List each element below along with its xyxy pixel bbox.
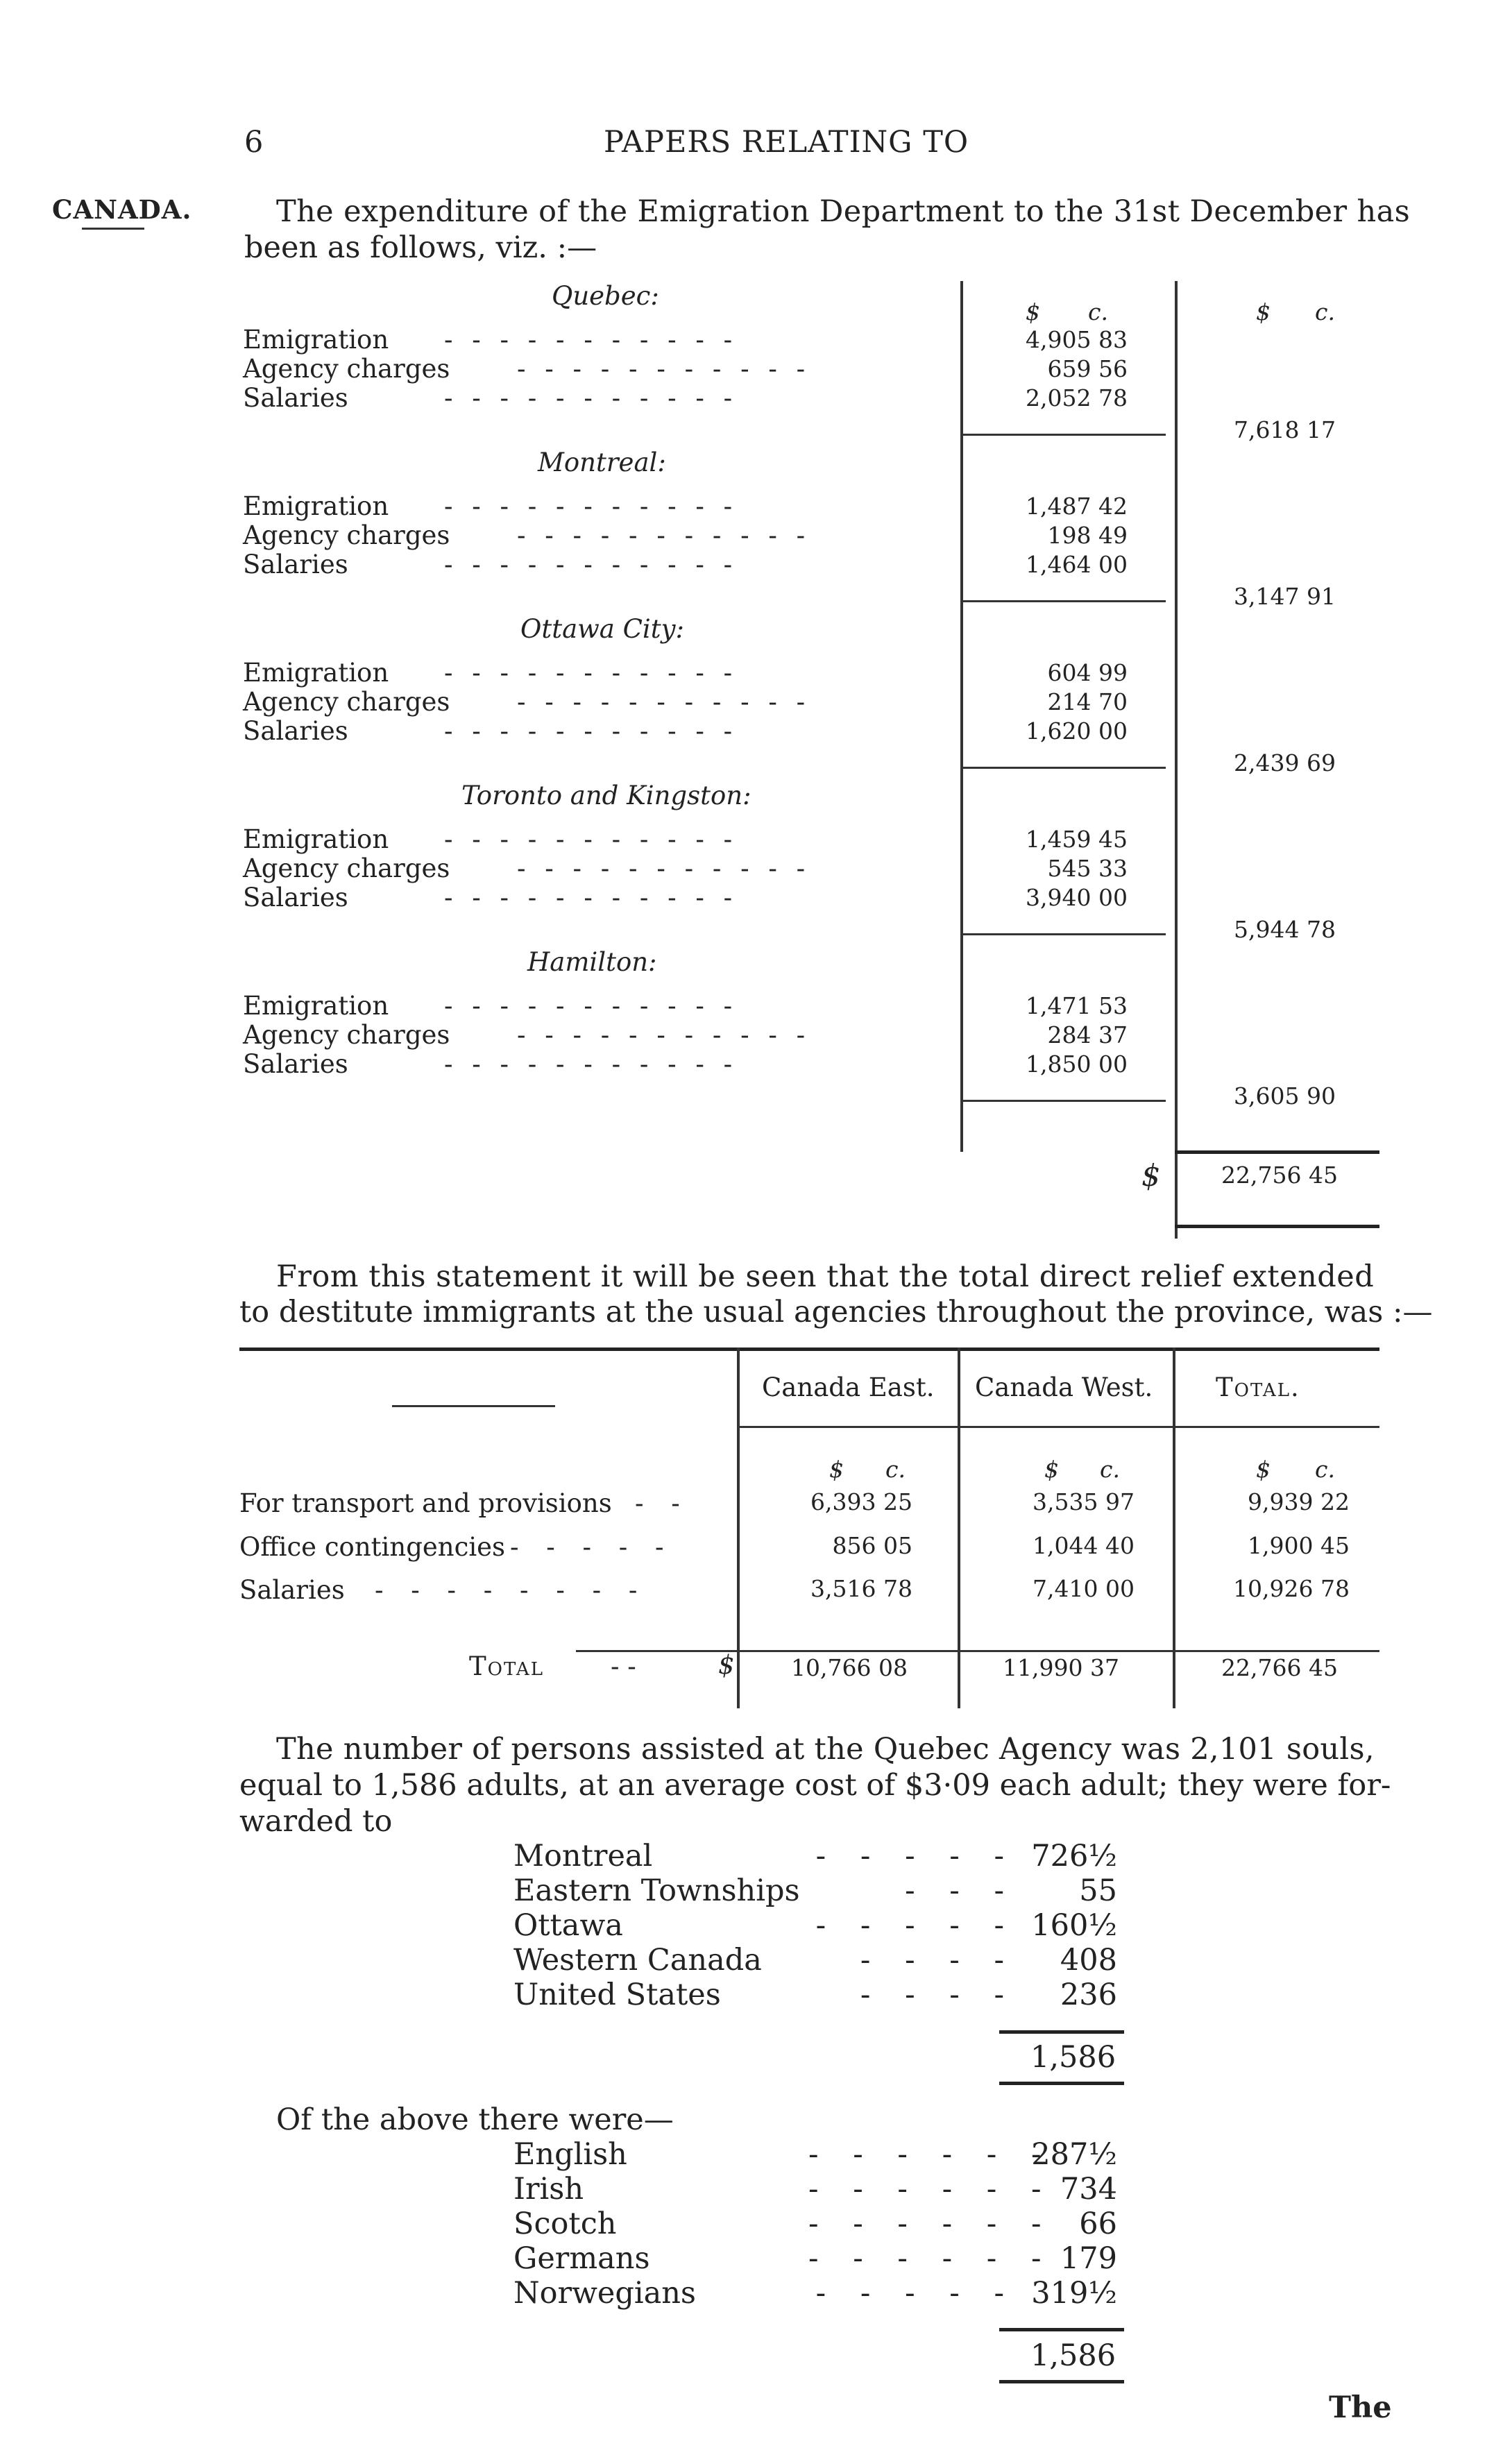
ledger-row-label: Emigration [243, 658, 389, 688]
ledger-row-amount: 4,905 83 [1026, 326, 1128, 353]
side-note-rule [82, 228, 144, 230]
ledger-row-label: Agency charges [243, 354, 450, 384]
relief-cents-west: c. [1100, 1456, 1120, 1483]
relief-dollar-west: $ [1044, 1456, 1059, 1483]
ledger-row-amount: 1,620 00 [1026, 717, 1128, 745]
ledger-row-amount: 1,850 00 [1026, 1051, 1128, 1078]
ledger-row-leaders: - - - - - - - - - - - [444, 550, 738, 579]
relief-col-rule-2 [958, 1347, 960, 1708]
list-item-value: 287½ [1031, 2137, 1117, 2172]
ledger-row-amount: 214 70 [1047, 688, 1128, 715]
page-number: 6 [244, 125, 264, 160]
list-item-leaders: - - - [905, 1873, 1017, 1908]
relief-total-leaders: - - [611, 1651, 636, 1681]
relief-row-leaders: - - [635, 1488, 690, 1518]
list-item-value: 55 [1079, 1873, 1117, 1908]
ledger-subtotal: 3,605 90 [1234, 1082, 1336, 1110]
ledger-row-label: Emigration [243, 325, 389, 355]
list-item-value: 734 [1060, 2172, 1117, 2207]
list-item-value: 179 [1060, 2241, 1117, 2276]
ledger-row-amount: 198 49 [1047, 522, 1128, 549]
ledger-row-amount: 604 99 [1047, 659, 1128, 686]
ledger-subtotal-rule [960, 933, 1166, 935]
ledger-row-label: Agency charges [243, 687, 450, 717]
ledger-total-rule-top [1175, 1150, 1379, 1154]
ledger-row-leaders: - - - - - - - - - - - [444, 491, 738, 521]
list-item-leaders: - - - - - - [808, 2137, 1054, 2172]
list-item-name: Montreal [513, 1839, 653, 1873]
ledger-row-leaders: - - - - - - - - - - - [444, 325, 738, 355]
ledger-row-label: Emigration [243, 824, 389, 854]
nationality-intro: Of the above there were— [276, 2102, 674, 2137]
relief-row-west: 1,044 40 [1033, 1532, 1135, 1559]
list-item-leaders: - - - - [860, 1943, 1017, 1978]
relief-table-top-rule [239, 1347, 1379, 1351]
relief-header-east: Canada East. [762, 1372, 935, 1402]
agency-line-1: The number of persons assisted at the Quebec Agency was 2,101 souls, [276, 1732, 1375, 1767]
relief-row-east: 856 05 [832, 1532, 912, 1559]
relief-table-stub-rule [392, 1405, 555, 1407]
list-item-name: English [513, 2137, 627, 2172]
list-item-leaders: - - - - - [815, 1839, 1017, 1873]
relief-row-leaders: - - - - - - - - [375, 1575, 647, 1605]
ledger-row-label: Agency charges [243, 1020, 450, 1050]
relief-row-total: 1,900 45 [1248, 1532, 1350, 1559]
list-item-value: 319½ [1031, 2276, 1117, 2311]
ledger-row-label: Agency charges [243, 520, 450, 550]
ledger-subtotal-rule [960, 434, 1166, 436]
list-item-name: Scotch [513, 2207, 617, 2241]
ledger-row-amount: 3,940 00 [1026, 884, 1128, 911]
currency-cents-1: c. [1088, 298, 1108, 325]
ledger-section-heading: Toronto and Kingston: [461, 781, 751, 810]
list-item-value: 236 [1060, 1978, 1117, 2012]
list-item-value: 66 [1079, 2207, 1117, 2241]
agency-line-3: warded to [239, 1804, 393, 1839]
ledger-row-amount: 284 37 [1047, 1021, 1128, 1048]
ledger-row-amount: 2,052 78 [1026, 384, 1128, 411]
currency-dollar-2: $ [1256, 298, 1271, 325]
relief-row-label: Office contingencies [239, 1532, 506, 1562]
relief-col-rule-3 [1173, 1347, 1175, 1708]
ledger-row-label: Emigration [243, 991, 389, 1021]
list-item-value: 160½ [1031, 1908, 1117, 1943]
relief-cents-east: c. [885, 1456, 906, 1483]
list-item-name: Ottawa [513, 1908, 623, 1943]
destinations-total: 1,586 [1030, 2040, 1116, 2075]
relief-intro-line-1: From this statement it will be seen that the total direct relief extended [276, 1259, 1375, 1294]
nationalities-rule-top [999, 2328, 1124, 2331]
relief-cents-total: c. [1315, 1456, 1335, 1483]
relief-row-east: 3,516 78 [810, 1575, 912, 1602]
ledger-rule-left [960, 281, 963, 1152]
ledger-row-amount: 1,471 53 [1026, 992, 1128, 1019]
relief-dollar-east: $ [829, 1456, 844, 1483]
ledger-row-label: Salaries [243, 1049, 348, 1079]
relief-header-rule [737, 1426, 1379, 1428]
relief-row-label: Salaries [239, 1575, 345, 1605]
ledger-row-amount: 545 33 [1047, 855, 1128, 882]
ledger-row-leaders: - - - - - - - - - - - [444, 1049, 738, 1079]
ledger-row-leaders: - - - - - - - - - - - [517, 853, 811, 883]
ledger-row-label: Salaries [243, 716, 348, 746]
ledger-subtotal-rule [960, 767, 1166, 769]
list-item-value: 408 [1060, 1943, 1117, 1978]
relief-header-total: Total. [1216, 1372, 1300, 1402]
list-item-name: Norwegians [513, 2276, 696, 2311]
ledger-row-leaders: - - - - - - - - - - - [444, 883, 738, 912]
ledger-row-label: Salaries [243, 383, 348, 413]
running-title: PAPERS RELATING TO [604, 125, 969, 160]
ledger-section-heading: Quebec: [552, 281, 659, 311]
agency-line-2: equal to 1,586 adults, at an average cost of $3·09 each adult; they were for- [239, 1768, 1391, 1803]
ledger-subtotal: 5,944 78 [1234, 916, 1336, 943]
relief-total-label: Total [469, 1651, 544, 1681]
relief-dollar-total: $ [1256, 1456, 1271, 1483]
ledger-row-leaders: - - - - - - - - - - - [444, 824, 738, 854]
relief-row-total: 10,926 78 [1233, 1575, 1350, 1602]
ledger-total-rule-bottom [1175, 1225, 1379, 1228]
list-item-leaders: - - - - - - [808, 2241, 1054, 2276]
ledger-row-leaders: - - - - - - - - - - - [444, 991, 738, 1021]
ledger-grand-total: 22,756 45 [1221, 1162, 1338, 1189]
relief-total-rule [576, 1650, 1379, 1652]
relief-row-west: 3,535 97 [1033, 1488, 1135, 1515]
destinations-rule-top [999, 2030, 1124, 2034]
nationalities-rule-bottom [999, 2380, 1124, 2383]
list-item-leaders: - - - - - [815, 2276, 1017, 2311]
ledger-row-label: Salaries [243, 883, 348, 912]
relief-total-east: 10,766 08 [791, 1654, 908, 1681]
relief-row-west: 7,410 00 [1033, 1575, 1135, 1602]
side-note: CANADA. [52, 194, 192, 225]
ledger-section-heading: Hamilton: [527, 947, 657, 977]
relief-intro-line-2: to destitute immigrants at the usual agencies throughout the province, was :— [239, 1295, 1433, 1329]
ledger-row-leaders: - - - - - - - - - - - [444, 658, 738, 688]
ledger-row-leaders: - - - - - - - - - - - [444, 716, 738, 746]
relief-row-label: For transport and provisions [239, 1488, 612, 1518]
relief-total-symbol: $ [718, 1650, 735, 1680]
ledger-row-leaders: - - - - - - - - - - - [444, 383, 738, 413]
ledger-row-amount: 1,459 45 [1026, 826, 1128, 853]
currency-cents-2: c. [1315, 298, 1335, 325]
ledger-row-label: Emigration [243, 491, 389, 521]
list-item-leaders: - - - - - - [808, 2207, 1054, 2241]
ledger-row-leaders: - - - - - - - - - - - [517, 687, 811, 717]
ledger-subtotal-rule [960, 600, 1166, 602]
relief-row-leaders: - - - - - [510, 1532, 674, 1562]
relief-total-total: 22,766 45 [1221, 1654, 1338, 1681]
intro-line-2: been as follows, viz. :— [244, 230, 597, 265]
ledger-row-label: Agency charges [243, 853, 450, 883]
ledger-subtotal: 3,147 91 [1234, 583, 1336, 610]
list-item-leaders: - - - - [860, 1978, 1017, 2012]
ledger-row-label: Salaries [243, 550, 348, 579]
ledger-row-amount: 659 56 [1047, 355, 1128, 382]
destinations-rule-bottom [999, 2082, 1124, 2085]
list-item-leaders: - - - - - - [808, 2172, 1054, 2207]
ledger-row-leaders: - - - - - - - - - - - [517, 520, 811, 550]
currency-dollar-1: $ [1026, 298, 1040, 325]
ledger-section-heading: Montreal: [538, 448, 666, 477]
nationalities-total: 1,586 [1030, 2338, 1116, 2373]
list-item-name: United States [513, 1978, 721, 2012]
ledger-subtotal-rule [960, 1100, 1166, 1102]
ledger-section-heading: Ottawa City: [520, 614, 685, 644]
ledger-subtotal: 2,439 69 [1234, 749, 1336, 776]
relief-header-west: Canada West. [975, 1372, 1153, 1402]
relief-total-west: 11,990 37 [1003, 1654, 1119, 1681]
list-item-name: Irish [513, 2172, 584, 2207]
list-item-leaders: - - - - - [815, 1908, 1017, 1943]
ledger-row-amount: 1,464 00 [1026, 551, 1128, 578]
relief-row-total: 9,939 22 [1248, 1488, 1350, 1515]
relief-row-east: 6,393 25 [810, 1488, 912, 1515]
ledger-row-leaders: - - - - - - - - - - - [517, 354, 811, 384]
catchword: The [1329, 2390, 1392, 2425]
ledger-rule-right [1175, 281, 1178, 1239]
ledger-row-leaders: - - - - - - - - - - - [517, 1020, 811, 1050]
ledger-row-amount: 1,487 42 [1026, 493, 1128, 520]
list-item-name: Eastern Townships [513, 1873, 800, 1908]
relief-col-rule-1 [737, 1347, 740, 1708]
list-item-name: Germans [513, 2241, 650, 2276]
intro-line-1: The expenditure of the Emigration Department to the 31st December has [276, 194, 1411, 229]
ledger-subtotal: 7,618 17 [1234, 416, 1336, 443]
ledger-total-symbol: $ [1141, 1159, 1161, 1193]
list-item-name: Western Canada [513, 1943, 762, 1978]
list-item-value: 726½ [1031, 1839, 1117, 1873]
